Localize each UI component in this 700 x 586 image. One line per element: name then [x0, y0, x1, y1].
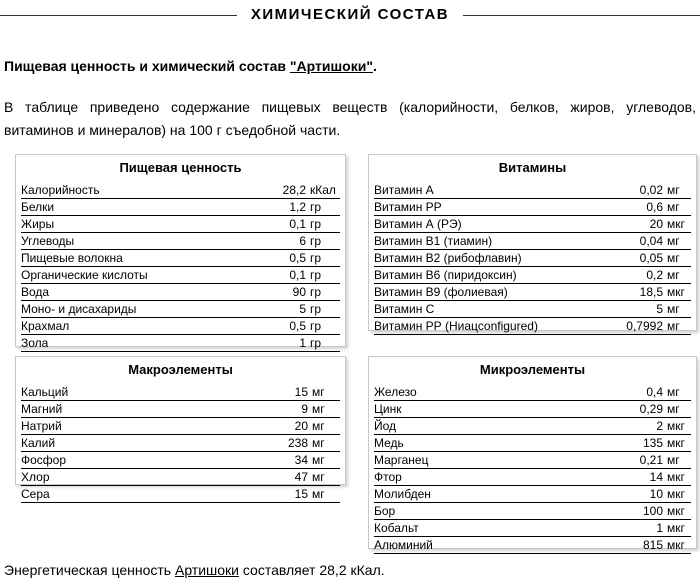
nutrient-name: Кобальт [374, 521, 419, 535]
nutrient-name: Калий [21, 436, 56, 450]
footer-product-link[interactable]: Артишоки [174, 562, 239, 578]
nutrient-value: 15 [294, 487, 308, 501]
nutrient-unit: мг [312, 453, 325, 467]
footer-suffix: составляет 28,2 кКал. [239, 562, 385, 578]
nutrient-name: Крахмал [21, 319, 70, 333]
nutrient-name: Углеводы [21, 234, 75, 248]
nutrient-unit: гр [310, 268, 322, 282]
nutrient-value: 15 [294, 385, 308, 399]
nutrition-table-row [21, 318, 340, 335]
nutrient-name: Зола [21, 336, 49, 350]
nutrient-value: 0,5 [289, 251, 306, 265]
macro-table-row [21, 452, 340, 469]
nutrient-name: Йод [374, 419, 397, 433]
nutrient-name: Хлор [21, 470, 50, 484]
nutrient-name: Цинк [374, 402, 402, 416]
nutrient-name: Витамин В6 (пиридоксин) [374, 268, 517, 282]
nutrient-value: 0,04 [639, 234, 663, 248]
vitamins-table-row [374, 233, 691, 250]
nutrient-value: 14 [649, 470, 663, 484]
nutrition-table-title: Пищевая ценность [119, 160, 242, 175]
nutrient-value: 238 [287, 436, 308, 450]
nutrient-name: Белки [21, 200, 55, 214]
nutrient-name: Фосфор [21, 453, 67, 467]
footer-prefix: Энергетическая ценность [4, 562, 175, 578]
nutrient-unit: гр [310, 251, 322, 265]
nutrient-unit: мг [667, 251, 680, 265]
nutrient-value: 815 [642, 538, 663, 552]
nutrition-table-row [21, 250, 340, 267]
nutrition-table-row [21, 301, 340, 318]
nutrient-value: 10 [649, 487, 663, 501]
micro-table-row [374, 435, 691, 452]
micro-table-row [374, 469, 691, 486]
nutrient-value: 0,4 [646, 385, 663, 399]
nutrient-unit: мг [312, 470, 325, 484]
nutrient-name: Пищевые волокна [21, 251, 123, 265]
nutrient-unit: мг [667, 302, 680, 316]
nutrient-value: 20 [649, 217, 663, 231]
nutrient-value: 90 [292, 285, 306, 299]
nutrient-unit: мг [667, 234, 680, 248]
nutrient-unit: мг [312, 385, 325, 399]
nutrient-value: 0,05 [639, 251, 663, 265]
micro-table-title: Микроэлементы [479, 362, 586, 377]
vitamins-table-row [374, 216, 691, 233]
nutrient-name: Витамин РР [374, 200, 442, 214]
nutrient-value: 5 [656, 302, 663, 316]
nutrient-name: Органические кислоты [21, 268, 148, 282]
macro-table-row [21, 401, 340, 418]
nutrition-table-row [21, 335, 340, 352]
nutrient-unit: мкг [667, 504, 685, 518]
nutrient-value: 0,1 [289, 217, 306, 231]
nutrient-value: 28,2 [282, 183, 306, 197]
nutrient-name: Сера [21, 487, 50, 501]
vitamins-table-row [374, 267, 691, 284]
vitamins-table [368, 154, 697, 331]
nutrient-name: Вода [21, 285, 50, 299]
nutrient-value: 2 [656, 419, 663, 433]
nutrient-name: Марганец [374, 453, 429, 467]
nutrient-name: Натрий [21, 419, 62, 433]
macro-table-row [21, 383, 340, 401]
nutrient-unit: мг [312, 402, 325, 416]
nutrient-name: Калорийность [21, 183, 100, 197]
section-heading-text: ХИМИЧЕСКИЙ СОСТАВ [237, 6, 463, 23]
nutrient-name: Фтор [374, 470, 402, 484]
vitamins-table-row [374, 199, 691, 216]
nutrient-value: 20 [294, 419, 308, 433]
micro-table [368, 356, 697, 552]
macro-table-title: Макроэлементы [128, 362, 233, 377]
nutrient-value: 0,29 [639, 402, 663, 416]
nutrient-unit: гр [310, 200, 322, 214]
nutrient-name: Жиры [21, 217, 55, 231]
nutrient-name: Витамин В2 (рибофлавин) [374, 251, 522, 265]
nutrient-unit: мг [667, 402, 680, 416]
nutrient-unit: мг [667, 385, 680, 399]
micro-table-row [374, 537, 691, 554]
nutrient-unit: гр [310, 217, 322, 231]
nutrient-unit: гр [310, 336, 322, 350]
nutrition-table-row [21, 199, 340, 216]
nutrient-unit: гр [310, 234, 322, 248]
nutrient-value: 34 [294, 453, 308, 467]
nutrient-unit: мг [667, 453, 680, 467]
nutrient-value: 0,5 [289, 319, 306, 333]
nutrient-unit: мг [667, 200, 680, 214]
nutrient-unit: мг [667, 268, 680, 282]
micro-table-row [374, 401, 691, 418]
nutrient-value: 0,7992 [626, 319, 663, 333]
macro-table-row [21, 469, 340, 486]
nutrient-unit: мг [312, 436, 325, 450]
nutrient-value: 0,1 [289, 268, 306, 282]
nutrient-unit: мг [312, 419, 325, 433]
macro-table [15, 356, 346, 501]
vitamins-table-title: Витамины [498, 160, 567, 175]
nutrient-value: 47 [294, 470, 308, 484]
subtitle-prefix: Пищевая ценность и химический состав [4, 58, 290, 74]
nutrient-unit: мкг [667, 285, 685, 299]
vitamins-table-row [374, 284, 691, 301]
micro-table-row [374, 486, 691, 503]
nutrient-value: 0,6 [646, 200, 663, 214]
nutrient-unit: мкг [667, 217, 685, 231]
macro-table-row [21, 418, 340, 435]
micro-table-row [374, 503, 691, 520]
nutrition-table-row [21, 284, 340, 301]
nutrition-table-row [21, 267, 340, 284]
vitamins-table-row [374, 181, 691, 199]
nutrient-unit: мкг [667, 470, 685, 484]
vitamins-table-row [374, 301, 691, 318]
nutrient-name: Железо [374, 385, 417, 399]
nutrition-table-row [21, 233, 340, 250]
nutrient-value: 5 [299, 302, 306, 316]
nutrient-unit: мкг [667, 521, 685, 535]
macro-table-row [21, 486, 340, 503]
nutrient-unit: мг [667, 319, 680, 333]
nutrient-value: 100 [642, 504, 663, 518]
micro-table-row [374, 418, 691, 435]
nutrient-unit: гр [310, 302, 322, 316]
micro-table-row [374, 520, 691, 537]
nutrient-value: 0,2 [646, 268, 663, 282]
nutrient-value: 0,02 [639, 183, 663, 197]
nutrient-value: 1,2 [289, 200, 306, 214]
subtitle-suffix: . [372, 58, 377, 74]
nutrient-name: Витамин С [374, 302, 435, 316]
nutrient-value: 1 [299, 336, 306, 350]
page-subtitle [4, 56, 377, 76]
nutrient-value: 0,21 [639, 453, 663, 467]
nutrient-name: Витамин В9 (фолиевая) [374, 285, 508, 299]
macro-table-row [21, 435, 340, 452]
micro-table-row [374, 383, 691, 401]
nutrient-value: 135 [642, 436, 663, 450]
nutrient-name: Молибден [374, 487, 431, 501]
nutrient-name: Витамин А [374, 183, 434, 197]
nutrient-name: Витамин А (РЭ) [374, 217, 462, 231]
nutrient-name: Бор [374, 504, 396, 518]
nutrient-unit: мкг [667, 538, 685, 552]
intro-paragraph: В таблице приведено содержание пищевых веществ (калорийности, белков, жиров, углеводов, витаминов и минералов) на 100 г съедобной части. [4, 99, 696, 138]
nutrient-value: 1 [656, 521, 663, 535]
nutrient-unit: мг [312, 487, 325, 501]
nutrient-unit: мг [667, 183, 680, 197]
nutrient-value: 6 [299, 234, 306, 248]
nutrient-name: Магний [21, 402, 63, 416]
nutrient-name: Алюминий [374, 538, 433, 552]
nutrient-unit: мкг [667, 436, 685, 450]
nutrient-name: Моно- и дисахариды [21, 302, 137, 316]
nutrition-table [15, 154, 346, 350]
nutrition-table-row [21, 216, 340, 233]
nutrient-unit: кКал [310, 183, 336, 197]
product-link[interactable]: "Артишоки" [289, 58, 373, 74]
nutrient-name: Кальций [21, 385, 69, 399]
nutrient-value: 18,5 [639, 285, 663, 299]
vitamins-table-row [374, 250, 691, 267]
nutrition-table-row [21, 181, 340, 199]
nutrient-name: Витамин В1 (тиамин) [374, 234, 493, 248]
nutrient-unit: мкг [667, 419, 685, 433]
nutrient-value: 9 [301, 402, 308, 416]
section-heading [0, 5, 700, 25]
nutrient-name: Медь [374, 436, 404, 450]
nutrient-unit: гр [310, 285, 322, 299]
micro-table-row [374, 452, 691, 469]
nutrient-name: Витамин РР (Ниацconfigured) [374, 319, 538, 333]
nutrient-unit: гр [310, 319, 322, 333]
nutrient-unit: мкг [667, 487, 685, 501]
footer-text [4, 560, 385, 580]
vitamins-table-row [374, 318, 691, 335]
